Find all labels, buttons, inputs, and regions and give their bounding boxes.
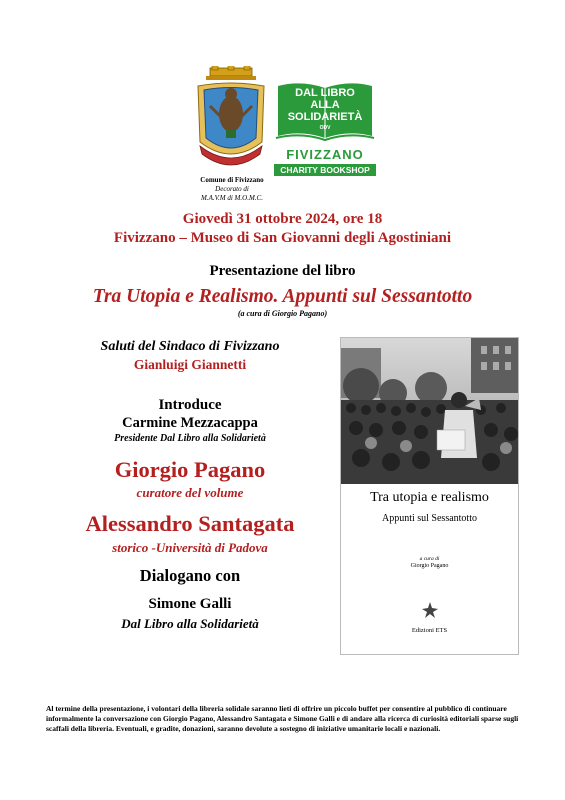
speaker1-name: Giorgio Pagano (114, 457, 266, 482)
logo-odv: ODV (319, 125, 331, 131)
cover-title: Tra utopia e realismo (370, 490, 489, 505)
crest-caption-line: Decorato di (215, 185, 249, 193)
crest-caption-line: M.A.V.M di M.O.M.C. (201, 194, 263, 202)
cover-a-cura: a cura di (419, 556, 440, 562)
logo-line: SOLIDARIETÀ (287, 111, 363, 123)
cover-subtitle: Appunti sul Sessantotto (381, 513, 477, 524)
cover-author: Giorgio Pagano (410, 563, 449, 569)
moderator-role: Dal Libro alla Solidarietà (121, 616, 259, 631)
footer-note: Al termine della presentazione, i volontari della libreria solidale saranno lieti di offrire un piccolo buffet per consentire al pubblico di continuare informalmente la conversazione con Giorgio Pagano, Alessandro Santagata e Simone Galli e di andare alla ricerca di curiosità editoriali sparse sugli scaffali della libreria. Eventuali, e gradite, donazioni, saranno devolute a sostegno di iniziative umanitarie locali e nazionali. (46, 704, 519, 733)
crest-caption-line: Comune di Fivizzano (200, 176, 264, 184)
book-title: Tra Utopia e Realismo. Appunti sul Sessantotto (92, 286, 473, 307)
publisher-mark-icon (420, 600, 440, 620)
introducer-role: Presidente Dal Libro alla Solidarietà (114, 433, 266, 444)
crest-caption (180, 176, 284, 203)
comune-crest-icon (190, 66, 272, 176)
speaker2-role: storico -Università di Padova (112, 540, 268, 555)
logo-city: FIVIZZANO (286, 147, 364, 162)
event-date: Giovedì 31 ottobre 2024, ore 18 (182, 211, 383, 227)
speaker1-role: curatore del volume (136, 485, 244, 500)
mayor-name: Gianluigi Giannetti (133, 357, 247, 372)
speaker2-name: Alessandro Santagata (85, 511, 295, 536)
cover-publisher: Edizioni ETS (411, 627, 448, 634)
book-cover (340, 337, 519, 655)
greetings: Saluti del Sindaco di Fivizzano (100, 339, 280, 354)
presentation-label: Presentazione del libro (209, 263, 356, 279)
logo-shop: CHARITY BOOKSHOP (274, 164, 376, 176)
introduces-label: Introduce (158, 397, 222, 413)
event-place: Fivizzano – Museo di San Giovanni degli Agostiniani (113, 230, 452, 246)
dialogue-label: Dialogano con (139, 566, 241, 585)
crowd-photo (341, 338, 518, 484)
logo-line: DAL LIBRO (295, 87, 355, 99)
logo-line: ALLA (310, 99, 340, 111)
introducer-name: Carmine Mezzacappa (122, 415, 258, 431)
editor-note: (a cura di Giorgio Pagano) (237, 309, 328, 318)
moderator-name: Simone Galli (148, 596, 232, 612)
charity-bookshop-logo (274, 80, 376, 180)
